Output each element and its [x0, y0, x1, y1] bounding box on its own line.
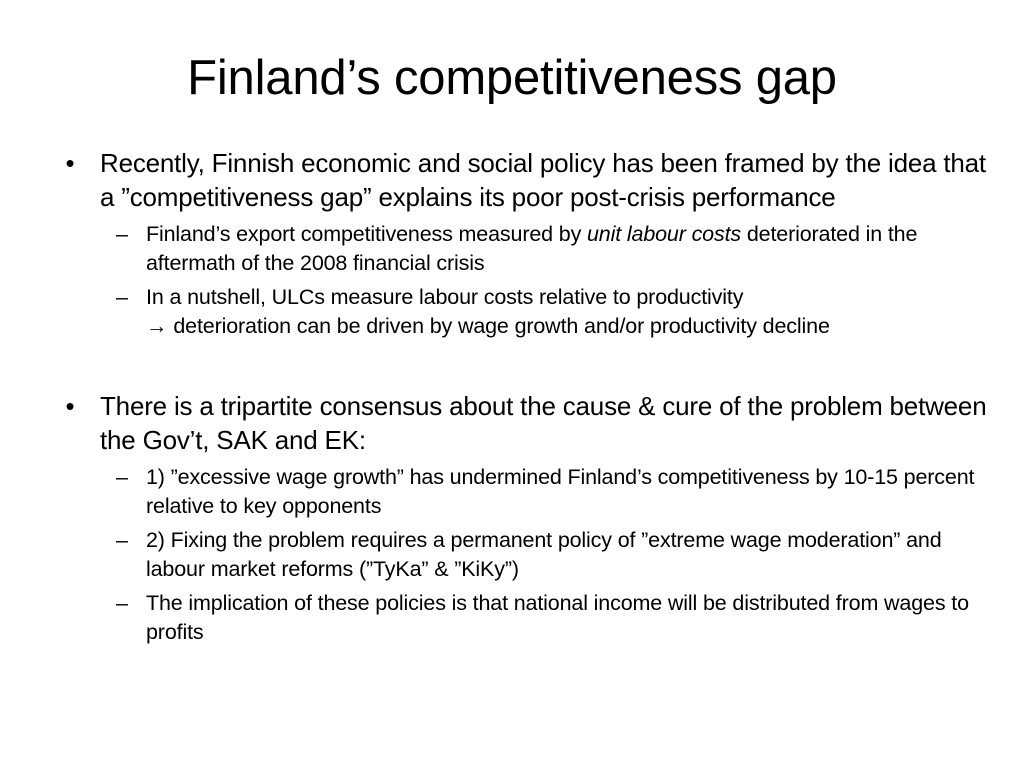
sub-bullet-1-2 — [60, 283, 990, 341]
slide-title: Finland’s competitiveness gap — [187, 51, 837, 105]
dash-icon: – — [116, 591, 128, 615]
sub-bullet-2-1-text: 1) ”excessive wage growth” has undermined Finland’s competitiveness by 10-15 percent relative to key opponents — [146, 465, 975, 518]
sub-bullet-2-3 — [60, 589, 990, 647]
sub-bullet-1-1 — [60, 220, 990, 278]
sub-bullet-2-2-text: 2) Fixing the problem requires a permanent policy of ”extreme wage moderation” and labour market reforms (”TyKa” & ”KiKy”) — [146, 528, 942, 581]
sub-bullet-1-2-line2: deterioration can be driven by wage growth and/or productivity decline — [173, 314, 830, 338]
bullet-2-text: There is a tripartite consensus about the cause & cure of the problem between the Gov’t, SAK and EK: — [100, 391, 987, 455]
sub-bullet-1-1-after: deteriorated in the aftermath of the 2008 financial crisis — [146, 222, 918, 275]
bullet-icon: • — [65, 391, 75, 421]
sub-bullet-1-1-emphasis: unit labour costs — [587, 222, 742, 246]
dash-icon: – — [116, 528, 128, 552]
dash-icon: – — [116, 222, 128, 246]
dash-icon: – — [116, 285, 128, 309]
bullet-1-text: Recently, Finnish economic and social policy has been framed by the idea that a ”competitiveness gap” explains its poor post-crisis performance — [100, 148, 986, 212]
dash-icon: – — [116, 465, 128, 489]
bullet-1 — [60, 146, 990, 214]
sub-bullet-1-2-line1: In a nutshell, ULCs measure labour costs relative to productivity — [146, 285, 744, 309]
sub-bullet-2-2 — [60, 526, 990, 584]
sub-bullet-1-1-before: Finland’s export competitiveness measured by — [146, 222, 587, 246]
sub-bullet-2-3-text: The implication of these policies is that national income will be distributed from wages to profits — [146, 591, 969, 644]
sub-bullet-2-1 — [60, 463, 990, 521]
bullet-2 — [60, 389, 990, 457]
bullet-icon: • — [65, 148, 75, 178]
right-arrow-icon: → — [146, 314, 168, 338]
slide-body — [60, 146, 990, 647]
